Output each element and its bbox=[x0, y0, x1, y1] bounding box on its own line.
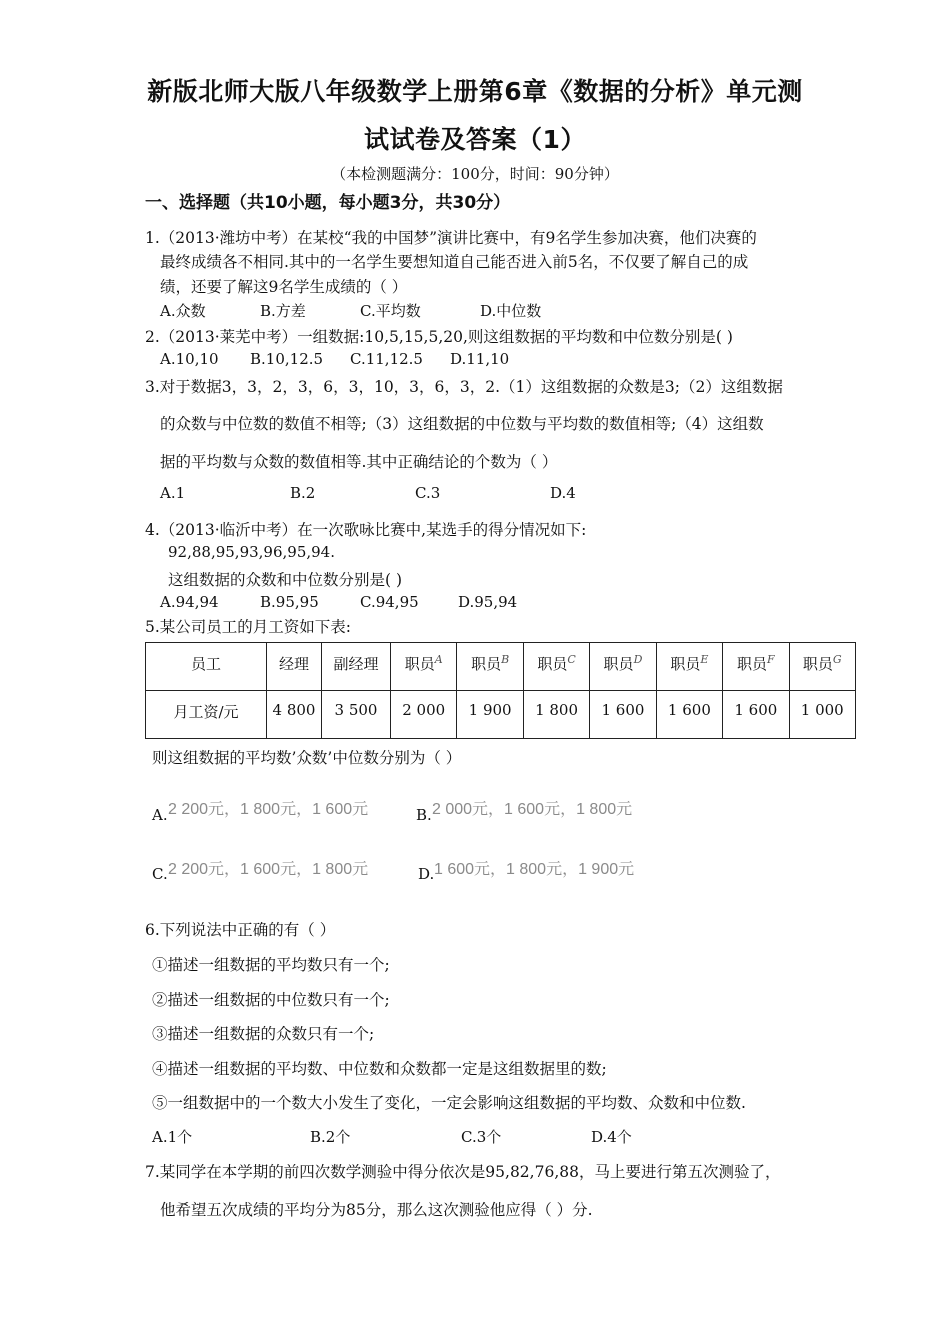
question-3-option-b: B.2 bbox=[290, 484, 316, 502]
question-2-option-b: B.10,12.5 bbox=[250, 350, 324, 368]
question-5-option-d-label: D. bbox=[418, 865, 435, 883]
question-1-option-b: B.方差 bbox=[260, 302, 306, 320]
question-1-line3: 绩，还要了解这9名学生成绩的（ ） bbox=[160, 278, 408, 296]
question-1-option-a: A.众数 bbox=[160, 302, 206, 320]
question-1-line1: 1.（2013·潍坊中考）在某校“我的中国梦”演讲比赛中，有9名学生参加决赛，他们决赛的 bbox=[145, 229, 757, 247]
table-header-cell: 职员$^D$ bbox=[590, 643, 656, 691]
question-6-item-4: ④描述一组数据的平均数、中位数和众数都一定是这组数据里的数; bbox=[152, 1060, 607, 1078]
question-1-option-d: D.中位数 bbox=[480, 302, 542, 320]
table-cell: 1 900 bbox=[457, 691, 523, 739]
question-5-line1: 5.某公司员工的月工资如下表: bbox=[145, 618, 352, 636]
table-header-cell: 经理 bbox=[267, 643, 322, 691]
question-2-option-d: D.11,10 bbox=[450, 350, 510, 368]
table-cell: 1 600 bbox=[656, 691, 722, 739]
question-7-line2: 他希望五次成绩的平均分为85分，那么这次测验他应得（ ）分. bbox=[160, 1201, 593, 1219]
question-3-line3: 据的平均数与众数的数值相等.其中正确结论的个数为（ ） bbox=[160, 453, 558, 471]
question-3-line2: 的众数与中位数的数值不相等;（3）这组数据的中位数与平均数的数值相等;（4）这组数 bbox=[160, 415, 764, 433]
table-header-cell: 职员$^B$ bbox=[457, 643, 523, 691]
question-4-line1: 4.（2013·临沂中考）在一次歌咏比赛中,某选手的得分情况如下: bbox=[145, 521, 587, 539]
table-header-row bbox=[146, 643, 856, 691]
question-3-option-d: D.4 bbox=[550, 484, 576, 502]
question-4-scores: 92,88,95,93,96,95,94. bbox=[168, 543, 335, 561]
question-6-item-3: ③描述一组数据的众数只有一个; bbox=[152, 1025, 375, 1043]
question-5-option-c-label: C. bbox=[152, 865, 168, 883]
question-6-item-1: ①描述一组数据的平均数只有一个; bbox=[152, 956, 390, 974]
table-cell: 1 600 bbox=[590, 691, 656, 739]
question-3-option-a: A.1 bbox=[160, 484, 186, 502]
question-2-option-a: A.10,10 bbox=[160, 350, 219, 368]
question-4-line3: 这组数据的众数和中位数分别是( ) bbox=[168, 571, 403, 589]
question-5-option-d-text: 1 600元，1 800元，1 900元 bbox=[434, 861, 635, 878]
question-5-option-a-text: 2 200元，1 800元，1 600元 bbox=[168, 801, 369, 818]
question-6-option-b: B.2个 bbox=[310, 1128, 351, 1146]
question-4-option-d: D.95,94 bbox=[458, 593, 518, 611]
question-2-line1: 2.（2013·莱芜中考）一组数据:10,5,15,5,20,则这组数据的平均数和中位数分别是( ) bbox=[145, 328, 733, 346]
question-4-option-b: B.95,95 bbox=[260, 593, 319, 611]
table-header-cell: 员工 bbox=[146, 643, 267, 691]
question-1-option-c: C.平均数 bbox=[360, 302, 421, 320]
question-5-option-b-text: 2 000元，1 600元，1 800元 bbox=[432, 801, 633, 818]
question-7-line1: 7.某同学在本学期的前四次数学测验中得分依次是95,82,76,88，马上要进行第五次测验了， bbox=[145, 1163, 781, 1181]
question-4-option-c: C.94,95 bbox=[360, 593, 419, 611]
table-cell: 1 800 bbox=[523, 691, 589, 739]
table-header-cell: 职员$^A$ bbox=[391, 643, 457, 691]
question-6-line1: 6.下列说法中正确的有（ ） bbox=[145, 921, 336, 939]
question-5-option-b-label: B. bbox=[416, 806, 432, 824]
table-header-cell: 职员$^G$ bbox=[789, 643, 855, 691]
question-5-option-a-label: A. bbox=[152, 806, 168, 824]
question-2-option-c: C.11,12.5 bbox=[350, 350, 423, 368]
document-title-line1: 新版北师大版八年级数学上册第6章《数据的分析》单元测 bbox=[147, 77, 803, 106]
question-3-option-c: C.3 bbox=[415, 484, 441, 502]
question-4-option-a: A.94,94 bbox=[160, 593, 219, 611]
section-heading: 一、选择题（共10小题，每小题3分，共30分） bbox=[145, 193, 511, 213]
table-header-cell: 职员$^F$ bbox=[723, 643, 789, 691]
table-row bbox=[146, 691, 856, 739]
question-6-option-d: D.4个 bbox=[591, 1128, 632, 1146]
table-cell: 4 800 bbox=[267, 691, 322, 739]
question-6-option-a: A.1个 bbox=[152, 1128, 193, 1146]
document-subtitle: （本检测题满分：100分，时间：90分钟） bbox=[331, 165, 619, 183]
table-header-cell: 副经理 bbox=[322, 643, 391, 691]
salary-table bbox=[145, 642, 856, 739]
question-6-item-2: ②描述一组数据的中位数只有一个; bbox=[152, 991, 390, 1009]
question-3-line1: 3.对于数据3，3，2，3，6，3，10，3，6，3，2.（1）这组数据的众数是3;（2）这组数据 bbox=[145, 378, 783, 396]
table-cell: 3 500 bbox=[322, 691, 391, 739]
question-6-item-5: ⑤一组数据中的一个数大小发生了变化，一定会影响这组数据的平均数、众数和中位数. bbox=[152, 1094, 746, 1112]
table-header-cell: 职员$^E$ bbox=[656, 643, 722, 691]
table-header-cell: 职员$^C$ bbox=[523, 643, 589, 691]
table-cell: 月工资/元 bbox=[146, 691, 267, 739]
table-cell: 2 000 bbox=[391, 691, 457, 739]
table-cell: 1 600 bbox=[723, 691, 789, 739]
table-cell: 1 000 bbox=[789, 691, 855, 739]
question-6-option-c: C.3个 bbox=[461, 1128, 502, 1146]
question-5-line2: 则这组数据的平均数’众数’中位数分别为（ ） bbox=[152, 749, 462, 767]
question-1-line2: 最终成绩各不相同.其中的一名学生要想知道自己能否进入前5名，不仅要了解自己的成 bbox=[160, 253, 749, 271]
question-5-option-c-text: 2 200元，1 600元，1 800元 bbox=[168, 861, 369, 878]
document-title-line2: 试试卷及答案（1） bbox=[364, 125, 586, 154]
